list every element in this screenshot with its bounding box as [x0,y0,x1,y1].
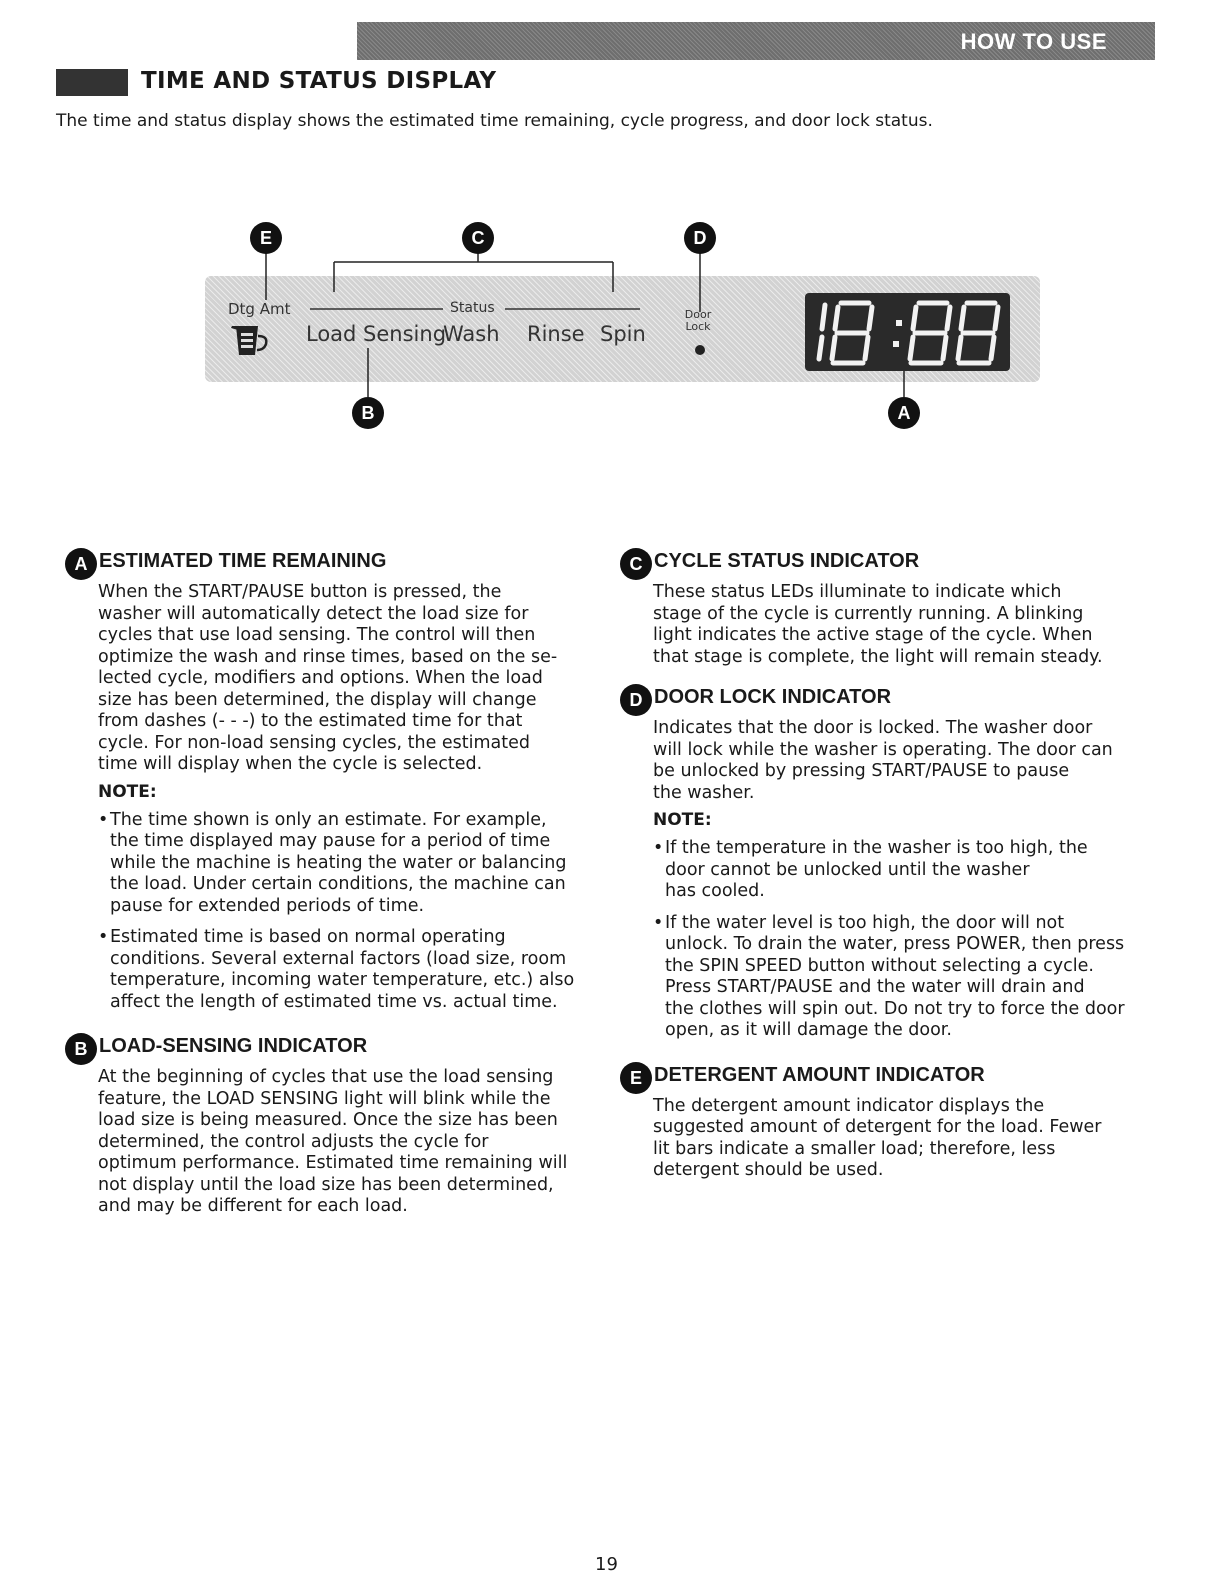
body-line: the washer. [653,782,755,803]
section-d-title: DOOR LOCK INDICATOR [654,686,892,708]
section-a-callout: A [65,548,97,580]
body-line: lected cycle, modifiers and options. When the load [98,668,543,688]
body-line: be unlocked by pressing START/PAUSE to pause [653,761,1070,781]
section-b-title: LOAD-SENSING INDICATOR [99,1035,368,1057]
callout-b: B [352,397,384,429]
section-c-callout: C [620,548,652,580]
section-c-title: CYCLE STATUS INDICATOR [654,550,920,572]
section-d-note-label: NOTE: [653,810,712,830]
bullet-line: the time displayed may pause for a period of time [110,831,551,851]
section-d-bullet-1 [653,838,1165,903]
callout-a: A [888,397,920,429]
body-line: optimize the wash and rinse times, based on the se- [98,646,558,667]
body-line: lit bars indicate a smaller load; therefore, less [653,1138,1056,1159]
bullet-line: The time shown is only an estimate. For example, [110,809,547,830]
section-a-body [98,582,603,776]
section-a-bullet-2 [98,927,620,1013]
section-b-heading [65,1033,595,1063]
section-title: TIME AND STATUS DISPLAY [141,68,497,94]
body-line: These status LEDs illuminate to indicate which [653,582,1062,602]
body-line: that stage is complete, the light will remain steady. [653,646,1103,667]
section-a-bullet-1 [98,810,620,918]
body-line: load size is being measured. Once the size has been [98,1110,558,1130]
bullet-line: temperature, incoming water temperature, etc.) also [110,970,575,990]
body-line: feature, the LOAD SENSING light will blink while the [98,1088,551,1109]
body-line: Indicates that the door is locked. The washer door [653,718,1093,738]
status-label: Status [450,300,495,316]
bullet-line: Estimated time is based on normal operating [110,927,506,947]
body-line: optimum performance. Estimated time remaining will [98,1153,568,1173]
body-line: time will display when the cycle is selected. [98,754,483,774]
bullet-line: If the temperature in the washer is too high, the [665,838,1088,858]
bullet-line: while the machine is heating the water or balancing [110,852,567,873]
time-display [805,293,1010,371]
section-d-bullet-2 [653,913,1165,1042]
status-wash: Wash [443,322,500,346]
bullet-line: conditions. Several external factors (load size, room [110,948,567,969]
left-column [65,548,595,1224]
body-line: size has been determined, the display will change [98,689,537,710]
section-e-callout: E [620,1062,652,1094]
section-a-note-label: NOTE: [98,781,157,802]
body-line: not display until the load size has been determined, [98,1174,554,1195]
section-a-heading [65,548,595,578]
bullet-line: pause for extended periods of time. [110,895,425,916]
body-line: washer will automatically detect the load size for [98,603,529,624]
body-line: suggested amount of detergent for the load. Fewer [653,1117,1102,1137]
intro-text: The time and status display shows the estimated time remaining, cycle progress, and door lock status. [56,111,933,131]
bullet-line: the load. Under certain conditions, the machine can [110,874,566,894]
bullet-dot: • [98,809,109,830]
section-d-callout: D [620,684,652,716]
bullet-line: Press START/PAUSE and the water will drain and [665,977,1085,997]
bullet-dot: • [653,838,664,858]
callout-e: E [250,222,282,254]
bullet-line: If the water level is too high, the door will not [665,912,1065,933]
bullet-line: the SPIN SPEED button without selecting a cycle. [665,955,1094,976]
body-line: At the beginning of cycles that use the load sensing [98,1067,554,1087]
body-line: from dashes (- - -) to the estimated time for that [98,711,523,731]
bullet-line: open, as it will damage the door. [665,1020,952,1040]
seven-segment-readout [805,293,1010,371]
body-line: determined, the control adjusts the cycle for [98,1131,489,1152]
section-e-body [653,1096,1153,1182]
dtg-amt-label: Dtg Amt [228,300,291,318]
door-lock-led [695,345,705,355]
panel-lines [0,0,1225,440]
section-c-body [653,582,1153,668]
status-load-sensing: Load Sensing [306,322,447,346]
page-number: 19 [595,1554,618,1575]
section-e-heading [620,1062,1150,1092]
bullet-line: door cannot be unlocked until the washer [665,859,1030,880]
section-a-title: ESTIMATED TIME REMAINING [99,550,387,572]
bullet-line: affect the length of estimated time vs. actual time. [110,991,558,1012]
bullet-dot: • [98,927,109,947]
status-spin: Spin [600,322,646,346]
body-line: detergent should be used. [653,1160,884,1180]
callout-c: C [462,222,494,254]
right-column [620,548,1150,1188]
body-line: and may be different for each load. [98,1196,408,1216]
detergent-cup-icon [230,322,296,358]
body-line: will lock while the washer is operating. The door can [653,739,1113,760]
section-e-title: DETERGENT AMOUNT INDICATOR [654,1063,985,1086]
body-line: The detergent amount indicator displays the [653,1095,1045,1116]
body-line: cycle. For non-load sensing cycles, the estimated [98,732,531,753]
bullet-line: the clothes will spin out. Do not try to force the door [665,998,1125,1019]
status-rinse: Rinse [527,322,585,346]
section-d-heading [620,684,1150,714]
section-c-heading [620,548,1150,578]
section-b-body [98,1067,603,1218]
body-line: light indicates the active stage of the cycle. When [653,625,1093,645]
section-b-callout: B [65,1033,97,1065]
bullet-line: unlock. To drain the water, press POWER, then press [665,934,1125,954]
door-lock-label: Door Lock [684,308,712,333]
body-line: stage of the cycle is currently running. A blinking [653,603,1084,624]
header-label: HOW TO USE [960,29,1107,54]
callout-d: D [684,222,716,254]
bullet-line: has cooled. [665,881,765,901]
section-d-body [653,718,1153,804]
body-line: When the START/PAUSE button is pressed, the [98,582,502,602]
bullet-dot: • [653,912,664,933]
body-line: cycles that use load sensing. The control will then [98,625,536,645]
